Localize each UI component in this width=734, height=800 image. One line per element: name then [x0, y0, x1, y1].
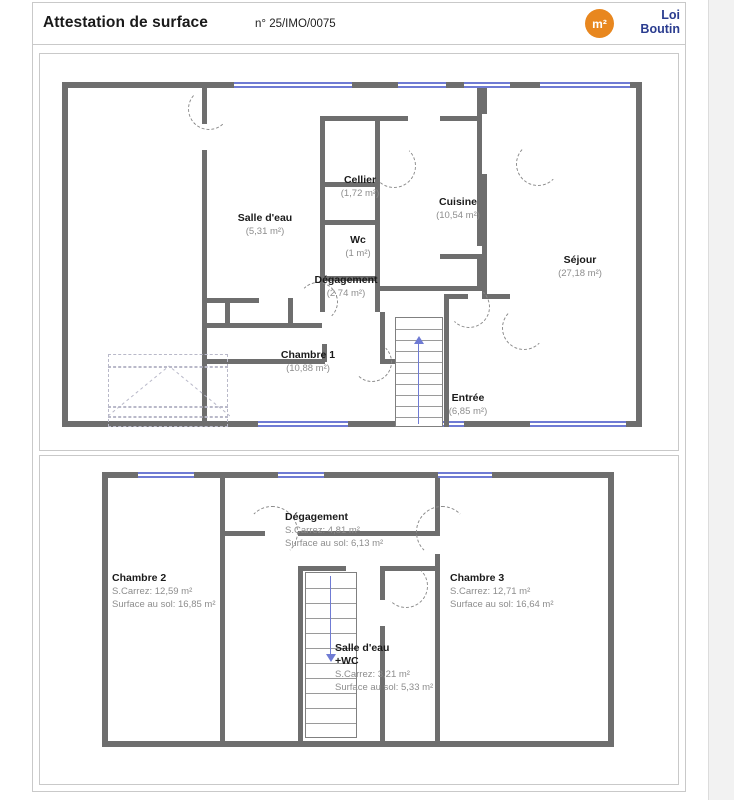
room-floor-area: Surface au sol: 5,33 m²: [335, 682, 434, 693]
window-top-2: [398, 82, 446, 88]
room-label-entree: [428, 392, 508, 418]
room-name: Salle d'eau: [237, 212, 293, 224]
window-upper-top-1: [138, 472, 194, 478]
ground-floor-plan: [39, 53, 679, 451]
wall-h-2: [207, 323, 322, 328]
room-label-sejour: [530, 254, 630, 280]
wall-h-8: [440, 116, 480, 121]
room-floor-area: Surface au sol: 16,64 m²: [450, 599, 554, 610]
document-sheet: [32, 2, 686, 792]
room-label-degagement: [288, 274, 404, 300]
terrace-ghost-cross: [108, 354, 230, 428]
room-floor-area: Surface au sol: 6,13 m²: [285, 538, 384, 549]
room-label-salle-d-eau: [220, 212, 310, 238]
wall-h-1: [207, 298, 259, 303]
surface-logo-icon: [585, 9, 614, 38]
room-label-upper-degagement: [285, 511, 465, 550]
room-carrez: S.Carrez: 12,59 m²: [112, 586, 193, 597]
wall-v-2: [202, 150, 207, 300]
room-carrez: S.Carrez: 4,81 m²: [285, 525, 360, 536]
room-name-line-2: +WC: [335, 655, 359, 667]
window-bottom-1: [258, 421, 348, 427]
room-area: (10,54 m²): [436, 210, 480, 221]
door-arc-chambre1: [352, 342, 392, 382]
door-arc-sejour-1: [516, 142, 560, 186]
room-name: Chambre 1: [280, 349, 336, 361]
page-title: Attestation de surface: [43, 14, 208, 31]
page-scroll-gutter[interactable]: [708, 0, 734, 800]
window-bottom-3: [530, 421, 626, 427]
wall-u-v-4: [298, 566, 303, 742]
document-reference: n° 25/IMO/0075: [255, 18, 336, 30]
room-name: Chambre 3: [450, 572, 505, 584]
wall-u-h-3: [298, 566, 346, 571]
brand-line-2: Boutin: [640, 22, 680, 36]
room-name: Dégagement: [314, 274, 378, 286]
wall-v-11: [482, 88, 487, 114]
room-area: (1 m²): [345, 248, 371, 259]
wall-v-5: [288, 298, 293, 328]
room-carrez: S.Carrez: 12,71 m²: [450, 586, 531, 597]
wall-h-9: [440, 254, 482, 259]
window-upper-top-2: [278, 472, 324, 478]
door-arc-cuisine: [448, 286, 490, 328]
room-area: (2,74 m²): [326, 288, 366, 299]
door-arc-salle-eau-wc: [384, 564, 428, 608]
room-area: (10,88 m²): [286, 363, 330, 374]
room-floor-area: Surface au sol: 16,85 m²: [112, 599, 216, 610]
wall-h-5: [320, 220, 380, 225]
room-label-cellier: [330, 174, 390, 200]
door-arc-1: [188, 88, 230, 130]
wall-h-3: [320, 116, 380, 121]
logo-label: m²: [592, 16, 607, 31]
room-name: Cellier: [343, 174, 377, 186]
upper-floor-plan: [39, 455, 679, 785]
room-name: Wc: [350, 234, 366, 246]
room-label-salle-eau-wc: [335, 642, 495, 694]
wall-h-7: [380, 116, 408, 121]
room-carrez: S.Carrez: 3,21 m²: [335, 669, 410, 680]
staircase-up-arrow: [414, 336, 424, 344]
brand-line-1: Loi: [661, 8, 680, 22]
room-label-cuisine: [418, 196, 498, 222]
room-label-wc: [328, 234, 388, 260]
document-header: [33, 3, 685, 45]
staircase-ground-axis: [418, 344, 419, 424]
window-top-3: [464, 82, 510, 88]
room-name: Chambre 2: [112, 572, 167, 584]
room-label-chambre-3: [450, 572, 610, 611]
room-area: (5,31 m²): [245, 226, 285, 237]
room-name: Cuisine: [439, 196, 477, 208]
window-top-4: [540, 82, 630, 88]
brand-label: [622, 8, 680, 36]
staircase-upper-axis: [330, 576, 331, 658]
room-label-chambre-2: [112, 572, 272, 611]
room-name: Entrée: [451, 392, 485, 404]
room-area: (6,85 m²): [448, 406, 488, 417]
room-name: Dégagement: [285, 511, 349, 523]
room-label-chambre-1: [258, 349, 358, 375]
window-top-1: [234, 82, 352, 88]
room-area: (27,18 m²): [558, 268, 602, 279]
room-area: (1,72 m²): [340, 188, 380, 199]
room-name: Séjour: [563, 254, 597, 266]
door-arc-sejour-2: [502, 306, 546, 350]
room-name-line-1: Salle d'eau: [335, 642, 390, 654]
wall-v-12: [482, 174, 487, 286]
window-upper-top-3: [438, 472, 492, 478]
